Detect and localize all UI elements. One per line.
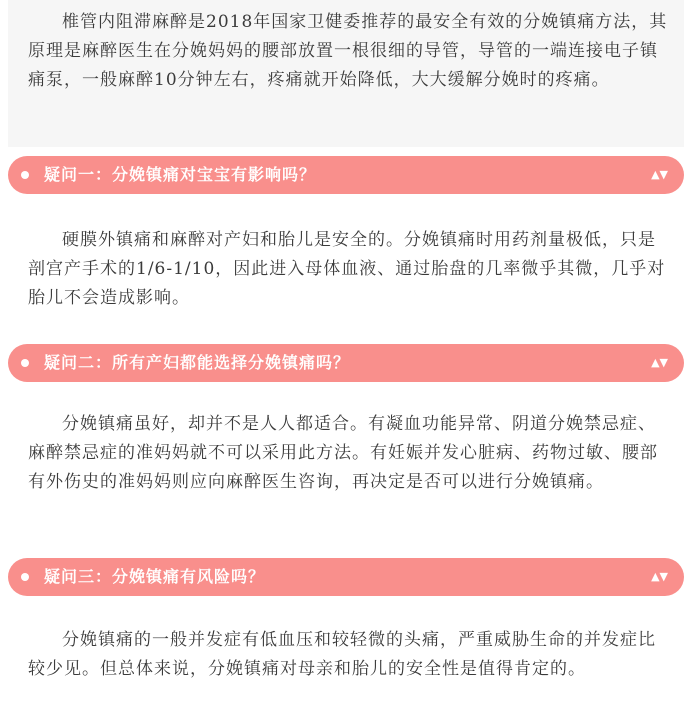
intro-block [8,0,684,147]
bullet-dot-icon [21,171,29,179]
intro-paragraph: 椎管内阻滞麻醉是2018年国家卫健委推荐的最安全有效的分娩镇痛方法，其原理是麻醉医生在分娩妈妈的腰部放置一根很细的导管，导管的一端连接电子镇痛泵，一般麻醉10分钟左右，疼痛就开始降低，大大缓解分娩时的疼痛。 [28,12,668,90]
bullet-dot-icon [21,573,29,581]
faq-question-3: 疑问三：分娩镇痛有风险吗？ [44,567,266,586]
faq-header-3[interactable] [8,558,684,596]
expand-collapse-icon[interactable]: ▲▼ [651,168,668,181]
bullet-dot-icon [21,359,29,367]
faq-question-1: 疑问一：分娩镇痛对宝宝有影响吗？ [44,165,317,184]
faq-question-2: 疑问二：所有产妇都能选择分娩镇痛吗？ [44,353,351,372]
faq-answer-2: 分娩镇痛虽好，却并不是人人都适合。有凝血功能异常、阴道分娩禁忌症、麻醉禁忌症的准妈妈就不可以采用此方法。有妊娠并发心脏病、药物过敏、腰部有外伤史的准妈妈则应向麻醉医生咨询，再决定是否可以进行分娩镇痛。 [28,414,658,492]
faq-answer-1: 硬膜外镇痛和麻醉对产妇和胎儿是安全的。分娩镇痛时用药剂量极低，只是剖宫产手术的1/6-1/10，因此进入母体血液、通过胎盘的几率微乎其微，几乎对胎儿不会造成影响。 [28,230,666,308]
faq-answer-3: 分娩镇痛的一般并发症有低血压和较轻微的头痛，严重威胁生命的并发症比较少见。但总体来说，分娩镇痛对母亲和胎儿的安全性是值得肯定的。 [28,630,656,679]
expand-collapse-icon[interactable]: ▲▼ [651,356,668,369]
faq-header-2[interactable] [8,344,684,382]
expand-collapse-icon[interactable]: ▲▼ [651,570,668,583]
faq-header-1[interactable] [8,156,684,194]
